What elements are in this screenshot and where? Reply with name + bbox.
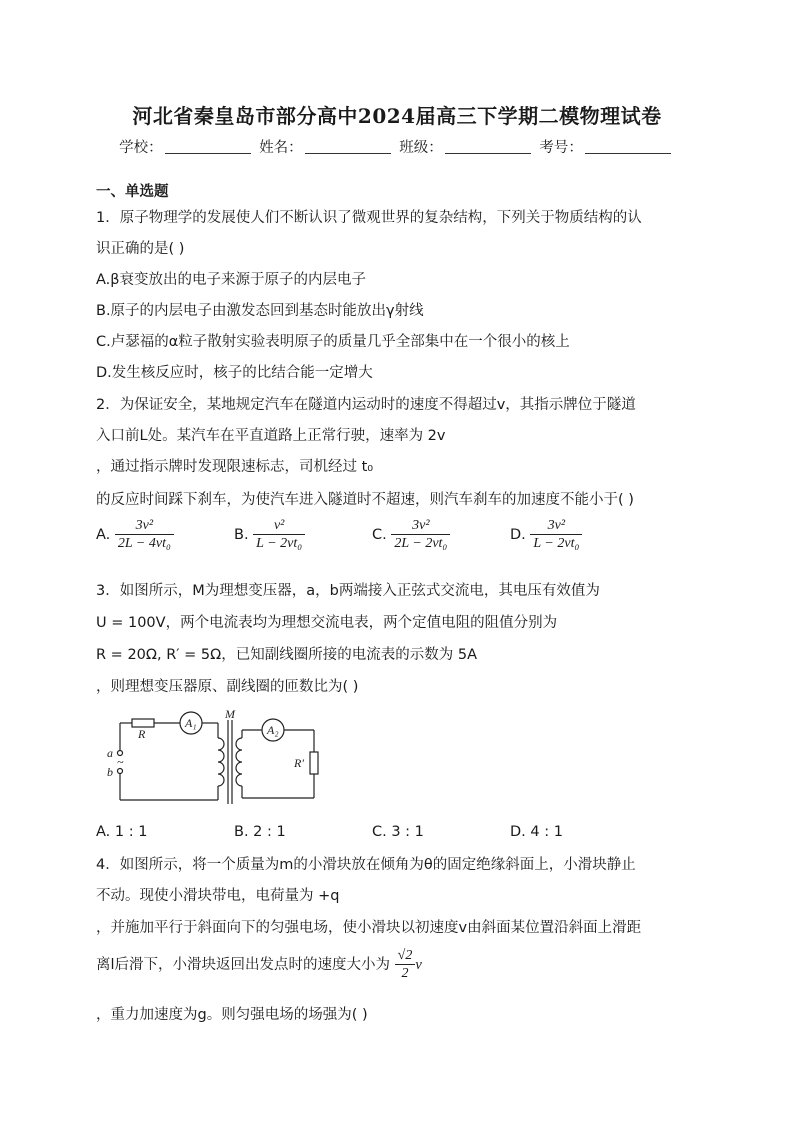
q3-stem-line3: R = 20Ω, R′ = 5Ω，已知副线圈所接的电流表的示数为 5A: [96, 647, 477, 663]
q4-stem-line4: [96, 948, 422, 982]
name-blank[interactable]: [305, 139, 391, 154]
q1-stem-line1: 1．原子物理学的发展使人们不断认识了微观世界的复杂结构，下列关于物质结构的认: [96, 210, 642, 226]
q4-fraction-denominator: 2: [395, 964, 416, 982]
id-label: 考号：: [539, 140, 583, 156]
q3-option-b: B. 2 : 1: [234, 824, 286, 840]
section-heading: 一、单选题: [96, 184, 169, 200]
ac-source-symbol: ~: [117, 755, 124, 769]
q2-d-numerator: 3v²: [547, 518, 566, 533]
terminal-a-label: a: [107, 746, 113, 760]
q2-stem-line3: ，通过指示牌时发现限速标志，司机经过 t₀: [96, 459, 374, 475]
q4-stem-line1: 4．如图所示，将一个质量为m的小滑块放在倾角为θ的固定绝缘斜面上，小滑块静止: [96, 857, 636, 873]
q2-option-c-label: C.: [372, 527, 387, 543]
class-blank[interactable]: [445, 139, 531, 154]
school-label: 学校：: [119, 140, 163, 156]
q2-d-denominator: L − 2vt₀: [530, 534, 582, 552]
q4-speed-fraction: [395, 948, 416, 982]
q2-option-b-fraction: [253, 518, 305, 552]
q2-b-numerator: v²: [273, 518, 285, 533]
resistor-r-prime-label: R′: [294, 756, 304, 770]
q2-option-d-fraction: [530, 518, 582, 552]
resistor-r-label: R: [138, 727, 146, 741]
q3-stem-line1: 3．如图所示，M为理想变压器，a，b两端接入正弦式交流电，其电压有效值为: [96, 583, 600, 599]
q2-option-a-fraction: [115, 518, 174, 552]
transformer-circuit-diagram: [104, 708, 334, 808]
q3-stem-line4: ，则理想变压器原、副线圈的匝数比为( ): [96, 679, 359, 695]
q3-option-a: A. 1 : 1: [96, 824, 148, 840]
class-label: 班级：: [399, 140, 443, 156]
id-blank[interactable]: [585, 139, 671, 154]
q1-option-d: D.发生核反应时，核子的比结合能一定增大: [96, 365, 373, 381]
school-blank[interactable]: [165, 139, 251, 154]
terminal-b-label: b: [107, 765, 113, 779]
transformer-m-label: M: [225, 708, 235, 721]
q2-c-denominator: 2L − 2vt₀: [391, 534, 450, 552]
student-info-row: [0, 136, 794, 157]
q2-option-b-label: B.: [234, 527, 249, 543]
q4-stem-line3: ，并施加平行于斜面向下的匀强电场，使小滑块以初速度v由斜面某位置沿斜面上滑距: [96, 920, 642, 936]
q2-stem-line1: 2．为保证安全，某地规定汽车在隧道内运动时的速度不得超过v，其指示牌位于隧道: [96, 397, 636, 413]
q2-option-a: [96, 518, 174, 552]
q2-stem-line2: 入口前L处。某汽车在平直道路上正常行驶，速率为 2v: [96, 428, 446, 444]
q2-option-a-label: A.: [96, 527, 111, 543]
q3-option-c: C. 3 : 1: [372, 824, 424, 840]
q1-option-c: C.卢瑟福的α粒子散射实验表明原子的质量几乎全部集中在一个很小的核上: [96, 334, 570, 350]
q1-option-b: B.原子的内层电子由激发态回到基态时能放出γ射线: [96, 303, 424, 319]
exam-title: 河北省秦皇岛市部分高中2024届高三下学期二模物理试卷: [132, 104, 662, 128]
q2-c-numerator: 3v²: [412, 518, 430, 533]
q2-stem-line4: 的反应时间踩下刹车，为使汽车进入隧道时不超速，则汽车刹车的加速度不能小于( ): [96, 492, 634, 508]
q2-b-denominator: L − 2vt₀: [253, 534, 305, 552]
q4-line4-v: v: [415, 957, 422, 973]
q4-fraction-numerator: √2: [397, 948, 413, 963]
ammeter-a1-label: A₁: [185, 716, 197, 730]
q2-a-denominator: 2L − 4vt₀: [115, 534, 174, 552]
q4-stem-line5: ，重力加速度为g。则匀强电场的场强为( ): [96, 1007, 368, 1023]
ammeter-a2-label: A₂: [267, 723, 279, 737]
q2-a-numerator: 3v²: [135, 518, 154, 533]
q2-option-c: [372, 518, 450, 552]
q2-option-b: [234, 518, 305, 552]
q2-option-d: [510, 518, 582, 552]
q1-option-a: A.β衰变放出的电子来源于原子的内层电子: [96, 272, 367, 288]
q2-option-c-fraction: [391, 518, 450, 552]
q1-stem-line2: 识正确的是( ): [96, 241, 185, 257]
q4-line4-text: 离l后滑下，小滑块返回出发点时的速度大小为: [96, 957, 391, 973]
q4-stem-line2: 不动。现使小滑块带电，电荷量为 +q: [96, 888, 340, 904]
q3-option-d: D. 4 : 1: [510, 824, 563, 840]
name-label: 姓名：: [259, 140, 303, 156]
q2-option-d-label: D.: [510, 527, 526, 543]
q3-stem-line2: U = 100V，两个电流表均为理想交流电表，两个定值电阻的阻值分别为: [96, 615, 558, 631]
